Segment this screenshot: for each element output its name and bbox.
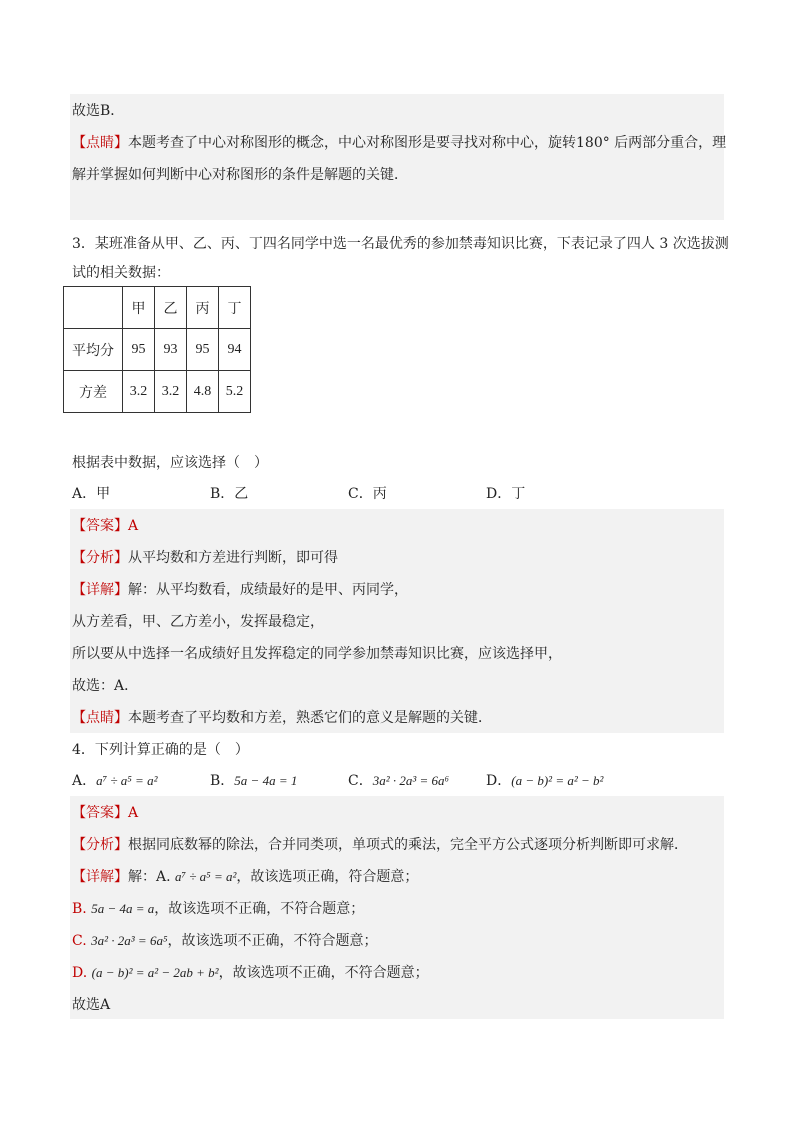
table-row bbox=[64, 371, 251, 413]
option-d bbox=[486, 771, 603, 791]
table-header-cell: 丙 bbox=[187, 287, 219, 329]
analysis-tag: 【分析】 bbox=[72, 837, 128, 853]
option-label: B． bbox=[210, 773, 235, 789]
detail-text: ，故该选项正确，符合题意； bbox=[236, 869, 419, 885]
detail-formula: a⁷ ÷ a⁵ = a² bbox=[175, 869, 237, 884]
option-c: C．丙 bbox=[348, 486, 387, 502]
table-cell: 95 bbox=[187, 329, 219, 371]
q3-detail-line: 故选：A． bbox=[72, 678, 139, 694]
q4-answer bbox=[72, 803, 722, 823]
detail-text: ，故该选项不正确，不符合题意； bbox=[218, 965, 429, 981]
table-header-row bbox=[64, 287, 251, 329]
answer-value: A bbox=[128, 518, 139, 534]
option-a: A．甲 bbox=[72, 486, 111, 502]
answer-value: A bbox=[128, 805, 139, 821]
detail-label: B. bbox=[72, 901, 87, 917]
option-formula: 3a² · 2a³ = 6a⁶ bbox=[372, 773, 450, 788]
q2-conclusion: 故选B． bbox=[72, 103, 125, 119]
analysis-text: 根据同底数幂的除法，合并同类项，单项式的乘法，完全平方公式逐项分析判断即可求解． bbox=[128, 837, 688, 853]
score-table bbox=[63, 286, 251, 413]
table-header-cell: 乙 bbox=[155, 287, 187, 329]
detail-formula: 3a² · 2a³ = 6a⁵ bbox=[91, 933, 168, 948]
q3-stem-line2: 试的相关数据： bbox=[72, 265, 170, 281]
comment-tag: 【点睛】 bbox=[72, 710, 128, 726]
q3-detail-line: 所以要从中选择一名成绩好且发挥稳定的同学参加禁毒知识比赛，应该选择甲， bbox=[72, 646, 562, 662]
q3-options bbox=[72, 484, 722, 504]
q3-detail-line: 从方差看，甲、乙方差小，发挥最稳定， bbox=[72, 614, 324, 630]
answer-tag: 【答案】 bbox=[72, 518, 128, 534]
q3-comment bbox=[72, 708, 722, 728]
q2-comment bbox=[72, 133, 727, 153]
table-cell: 3.2 bbox=[155, 371, 187, 413]
table-cell: 5.2 bbox=[219, 371, 251, 413]
comment-text: 本题考查了中心对称图形的概念，中心对称图形是要寻找对称中心，旋转180° 后两部分重合，理 bbox=[128, 135, 727, 151]
table-header-cell: 甲 bbox=[123, 287, 155, 329]
option-c bbox=[348, 771, 449, 791]
option-formula: a⁷ ÷ a⁵ = a² bbox=[96, 773, 158, 788]
option-label: C． bbox=[348, 773, 373, 789]
option-label: D． bbox=[486, 773, 512, 789]
option-formula: (a − b)² = a² − b² bbox=[511, 773, 604, 788]
detail-text: 解：从平均数看，成绩最好的是甲、丙同学， bbox=[128, 582, 408, 598]
detail-formula: 5a − 4a = a bbox=[91, 901, 155, 916]
option-b bbox=[210, 771, 297, 791]
table-cell: 3.2 bbox=[123, 371, 155, 413]
detail-formula: (a − b)² = a² − 2ab + b² bbox=[91, 965, 219, 980]
q3-question: 根据表中数据，应该选择（ ） bbox=[72, 455, 268, 471]
analysis-text: 从平均数和方差进行判断，即可得 bbox=[128, 550, 338, 566]
table-cell: 95 bbox=[123, 329, 155, 371]
table-corner-cell bbox=[64, 287, 123, 329]
q3-answer bbox=[72, 516, 722, 536]
q3-stem-line1: 3．某班准备从甲、乙、丙、丁四名同学中选一名最优秀的参加禁毒知识比赛，下表记录了四人 3 次选拔测 bbox=[72, 236, 729, 252]
comment-text: 本题考查了平均数和方差，熟悉它们的意义是解题的关键． bbox=[128, 710, 492, 726]
table-cell: 94 bbox=[219, 329, 251, 371]
table-cell: 93 bbox=[155, 329, 187, 371]
q4-conclusion: 故选A bbox=[72, 997, 111, 1013]
q4-detail-a bbox=[72, 867, 722, 887]
detail-tag: 【详解】 bbox=[72, 582, 128, 598]
q4-analysis bbox=[72, 835, 722, 855]
detail-label: C. bbox=[72, 933, 87, 949]
q4-options bbox=[72, 771, 722, 791]
table-row-label: 方差 bbox=[64, 371, 123, 413]
option-a bbox=[72, 771, 157, 791]
analysis-tag: 【分析】 bbox=[72, 550, 128, 566]
q4-detail-c bbox=[72, 931, 722, 951]
option-label: A． bbox=[72, 773, 97, 789]
detail-text: ，故该选项不正确，不符合题意； bbox=[167, 933, 378, 949]
q2-comment-line2: 解并掌握如何判断中心对称图形的条件是解题的关键． bbox=[72, 167, 408, 183]
option-d: D．丁 bbox=[486, 486, 526, 502]
q4-detail-b bbox=[72, 899, 722, 919]
detail-prefix: 解：A. bbox=[128, 869, 171, 885]
comment-tag: 【点睛】 bbox=[72, 135, 128, 151]
q4-stem: 4．下列计算正确的是（ ） bbox=[72, 742, 249, 758]
detail-text: ，故该选项不正确，不符合题意； bbox=[154, 901, 365, 917]
q3-detail bbox=[72, 580, 722, 600]
table-row-label: 平均分 bbox=[64, 329, 123, 371]
detail-tag: 【详解】 bbox=[72, 869, 128, 885]
q3-analysis bbox=[72, 548, 722, 568]
detail-label: D. bbox=[72, 965, 88, 981]
table-header-cell: 丁 bbox=[219, 287, 251, 329]
q4-detail-d bbox=[72, 963, 722, 983]
option-formula: 5a − 4a = 1 bbox=[234, 773, 298, 788]
table-row bbox=[64, 329, 251, 371]
answer-tag: 【答案】 bbox=[72, 805, 128, 821]
option-b: B．乙 bbox=[210, 486, 249, 502]
table-cell: 4.8 bbox=[187, 371, 219, 413]
